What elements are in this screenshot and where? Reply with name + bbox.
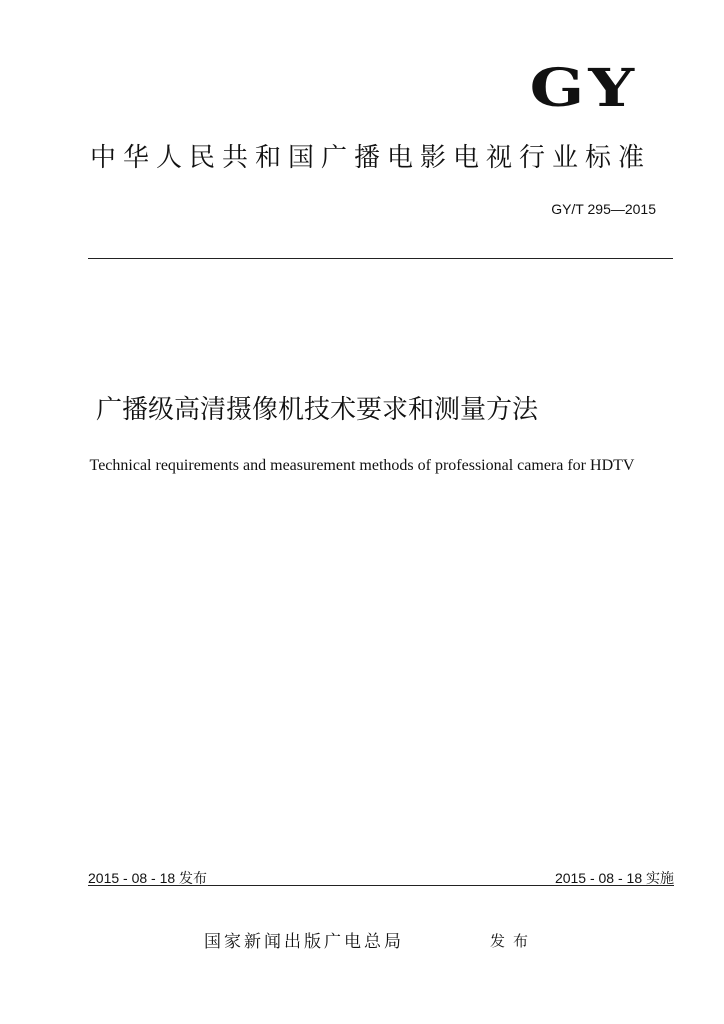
header-divider bbox=[88, 258, 673, 259]
document-title-chinese: 广播级高清摄像机技术要求和测量方法 bbox=[96, 395, 539, 425]
document-title-english: Technical requirements and measurement methods of professional camera for HDTV bbox=[89, 457, 635, 474]
industry-standard-title: 中华人民共和国广播电影电视行业标准 bbox=[90, 143, 652, 173]
implement-date: 2015 - 08 - 18 实施 bbox=[554, 870, 674, 886]
publish-date: 2015 - 08 - 18 发布 bbox=[88, 870, 208, 886]
publisher-name: 国家新闻出版广电总局 bbox=[204, 932, 404, 952]
gy-logo: GY bbox=[529, 57, 638, 120]
publish-label: 发布 bbox=[490, 932, 537, 950]
footer-divider bbox=[88, 885, 674, 886]
standard-number: GY/T 295—2015 bbox=[551, 201, 656, 217]
